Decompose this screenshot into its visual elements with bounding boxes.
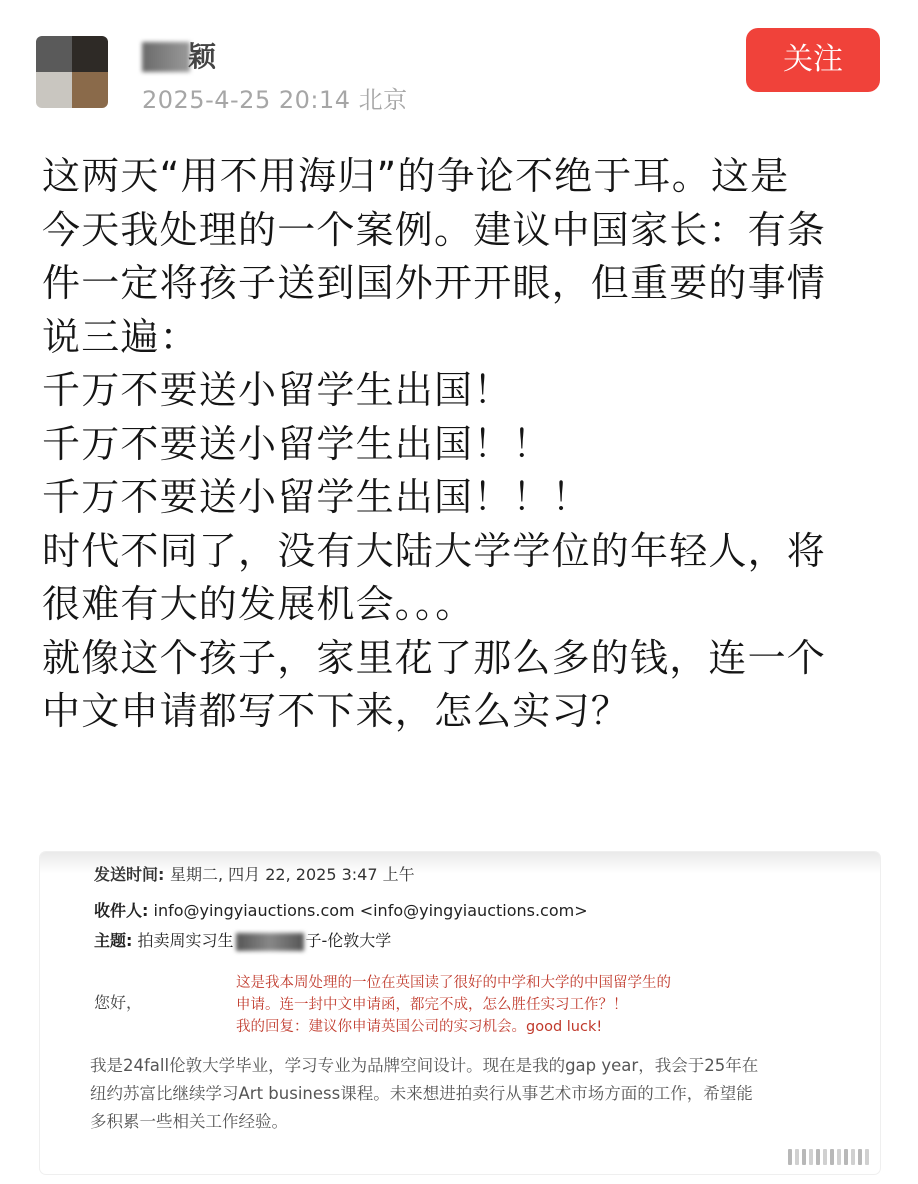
post-line: 今天我处理的一个案例。建议中国家长：有条 [42, 207, 827, 252]
post-line: 中文申请都写不下来，怎么实习？ [42, 689, 631, 733]
email-screenshot-image[interactable] [40, 852, 880, 1174]
email-body-line: 纽约苏富比继续学习Art business课程。未来想进拍卖行从事艺术市场方面的工作，希望能 [90, 1084, 753, 1103]
edge-tick [858, 1149, 862, 1165]
edge-tick [802, 1149, 806, 1165]
post-line: 时代不同了，没有大陆大学学位的年轻人，将 [42, 528, 827, 573]
email-subject-suffix: 子-伦敦大学 [305, 931, 392, 950]
edge-tick [809, 1149, 813, 1165]
email-body [90, 1052, 830, 1136]
email-subject-prefix: 拍卖周实习生 [137, 931, 234, 950]
email-subject-row [94, 928, 391, 951]
avatar-segment [36, 72, 72, 108]
edge-tick [865, 1149, 869, 1165]
email-sent-row [94, 862, 415, 885]
follow-button[interactable]: 关注 [746, 28, 880, 92]
annotation-line: 我的回复：建议你申请英国公司的实习机会。good luck! [236, 1019, 603, 1035]
author-name[interactable] [142, 40, 217, 74]
email-sent-label: 发送时间: [94, 865, 165, 884]
email-sent-value: 星期二, 四月 22, 2025 3:47 上午 [169, 865, 415, 884]
edge-tick [788, 1149, 792, 1165]
post-line: 千万不要送小留学生出国！ [42, 368, 513, 412]
redacted-name [142, 42, 190, 72]
edge-tick [837, 1149, 841, 1165]
avatar-segment [36, 36, 72, 72]
email-recipient-label: 收件人: [94, 901, 149, 920]
image-edge-artifact [788, 1148, 878, 1166]
post-line: 千万不要送小留学生出国！！！ [42, 475, 591, 519]
post-line: 这两天“用不用海归”的争论不绝于耳。这是 [42, 154, 790, 198]
author-avatar[interactable] [36, 36, 108, 108]
email-recipient-value: info@yingyiauctions.com <info@yingyiauctions.com> [153, 901, 588, 920]
post-line: 件一定将孩子送到国外开开眼，但重要的事情 [42, 261, 827, 305]
email-subject-label: 主题: [94, 931, 133, 950]
post-meta [142, 80, 408, 115]
email-body-line: 我是24fall伦敦大学毕业，学习专业为品牌空间设计。现在是我的gap year，我会于25年在 [90, 1056, 759, 1075]
edge-tick [830, 1149, 834, 1165]
post-text [42, 150, 872, 739]
redacted-subject [236, 933, 304, 951]
edge-tick [816, 1149, 820, 1165]
author-name-visible: 颖 [188, 40, 217, 73]
edge-tick [823, 1149, 827, 1165]
post-line: 千万不要送小留学生出国！！ [42, 421, 552, 466]
email-body-line: 多积累一些相关工作经验。 [90, 1112, 288, 1131]
edge-tick [851, 1149, 855, 1165]
annotation-line: 申请。连一封中文申请函，都完不成，怎么胜任实习工作？！ [236, 997, 628, 1013]
post-line: 就像这个孩子，家里花了那么多的钱，连一个 [42, 635, 827, 680]
post-line: 很难有大的发展机会。。。 [42, 582, 475, 626]
email-recipient-row [94, 898, 588, 921]
email-greeting: 您好， [94, 993, 143, 1012]
post-line: 说三遍： [42, 314, 199, 359]
post-location: 北京 [358, 86, 408, 114]
post-timestamp: 2025-4-25 20:14 [142, 86, 351, 114]
annotation-line: 这是我本周处理的一位在英国读了很好的中学和大学的中国留学生的 [236, 975, 671, 991]
edge-tick [795, 1149, 799, 1165]
avatar-segment [72, 36, 108, 72]
edge-tick [844, 1149, 848, 1165]
avatar-segment [72, 72, 108, 108]
red-annotation [236, 972, 671, 1038]
